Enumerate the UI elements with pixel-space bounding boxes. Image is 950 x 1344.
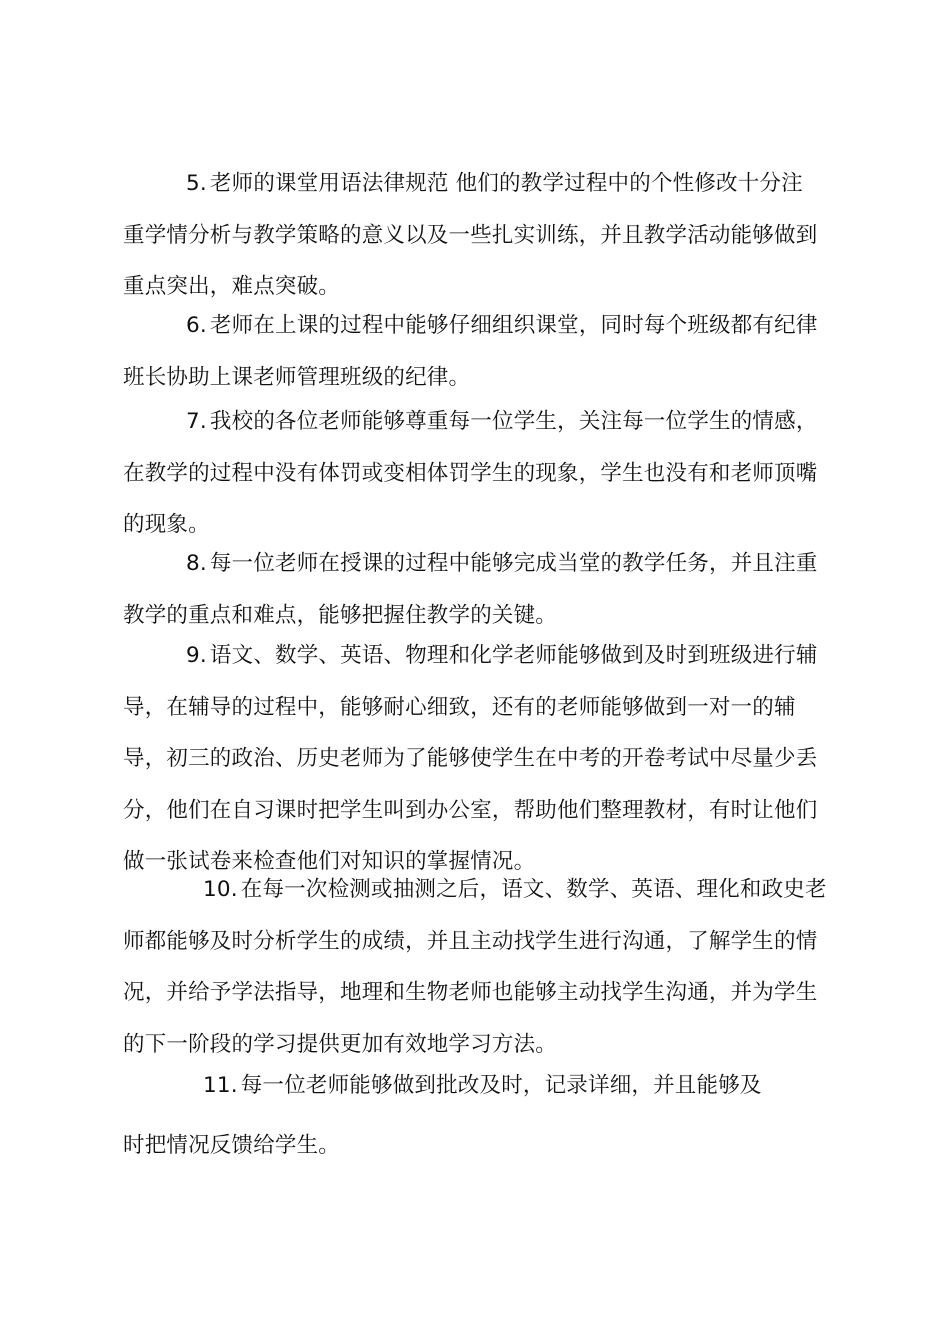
item-number: 6. xyxy=(186,313,207,338)
paragraph-line: 况，并给予学法指导，地理和生物老师也能够主动找学生沟通，并为学生 xyxy=(123,980,818,1005)
item-number: 9. xyxy=(186,643,207,668)
item-number: 7. xyxy=(186,409,207,434)
paragraph-line xyxy=(123,300,845,352)
line-text: 老师的课堂用语法律规范 他们的教学过程中的个性修改十分注 xyxy=(209,171,803,196)
paragraph-line: 教学的重点和难点，能够把握住教学的关键。 xyxy=(123,602,558,628)
paragraph-line: 师都能够及时分析学生的成绩，并且主动找学生进行沟通，了解学生的情 xyxy=(123,928,818,954)
paragraph-5 xyxy=(123,158,845,313)
paragraph-line: 班长协助上课老师管理班级的纪律。 xyxy=(123,364,471,390)
paragraph-line: 在教学的过程中没有体罚或变相体罚学生的现象，学生也没有和老师顶嘴 xyxy=(123,460,818,486)
paragraph-line xyxy=(123,1060,845,1112)
paragraph-line: 的下一阶段的学习提供更加有效地学习方法。 xyxy=(123,1031,558,1057)
paragraph-11 xyxy=(123,1060,845,1112)
paragraph-line: 分，他们在自习课时把学生叫到办公室，帮助他们整理教材，有时让他们 xyxy=(123,797,818,823)
paragraph-line xyxy=(123,396,845,448)
item-number: 11. xyxy=(203,1073,238,1098)
paragraph-line: 导，初三的政治、历史老师为了能够使学生在中考的开卷考试中尽量少丢 xyxy=(123,746,818,771)
item-number: 5. xyxy=(186,171,207,196)
paragraph-line: 做一张试卷来检查他们对知识的掌握情况。 xyxy=(123,849,536,874)
paragraph-9 xyxy=(123,630,845,888)
paragraph-line: 导，在辅导的过程中，能够耐心细致，还有的老师能够做到一对一的辅 xyxy=(123,694,796,720)
line-text: 每一位老师在授课的过程中能够完成当堂的教学任务，并且注重 xyxy=(209,551,818,576)
paragraph-10 xyxy=(123,864,845,1070)
line-text: 我校的各位老师能够尊重每一位学生，关注每一位学生的情感， xyxy=(209,409,818,434)
paragraph-line: 重点突出，难点突破。 xyxy=(123,274,341,299)
line-text: 每一位老师能够做到批改及时，记录详细，并且能够及 xyxy=(240,1073,762,1098)
paragraph-line xyxy=(123,538,845,590)
paragraph-line xyxy=(123,864,845,916)
paragraph-line: 时把情况反馈给学生。 xyxy=(123,1133,341,1158)
paragraph-8 xyxy=(123,538,845,641)
paragraph-line: 的现象。 xyxy=(123,512,210,537)
paragraph-11-continuation xyxy=(123,1120,845,1172)
paragraph-6 xyxy=(123,300,845,403)
paragraph-line: 重学情分析与教学策略的意义以及一些扎实训练，并且教学活动能够做到 xyxy=(123,222,818,248)
item-number: 8. xyxy=(186,551,207,576)
paragraph-line xyxy=(123,158,845,210)
paragraph-line xyxy=(123,630,845,682)
line-text: 老师在上课的过程中能够仔细组织课堂，同时每个班级都有纪律 xyxy=(209,313,818,338)
line-text: 语文、数学、英语、物理和化学老师能够做到及时到班级进行辅 xyxy=(209,643,818,668)
item-number: 10. xyxy=(203,877,238,902)
line-text: 在每一次检测或抽测之后，语文、数学、英语、理化和政史老 xyxy=(240,877,827,902)
paragraph-7 xyxy=(123,396,845,551)
